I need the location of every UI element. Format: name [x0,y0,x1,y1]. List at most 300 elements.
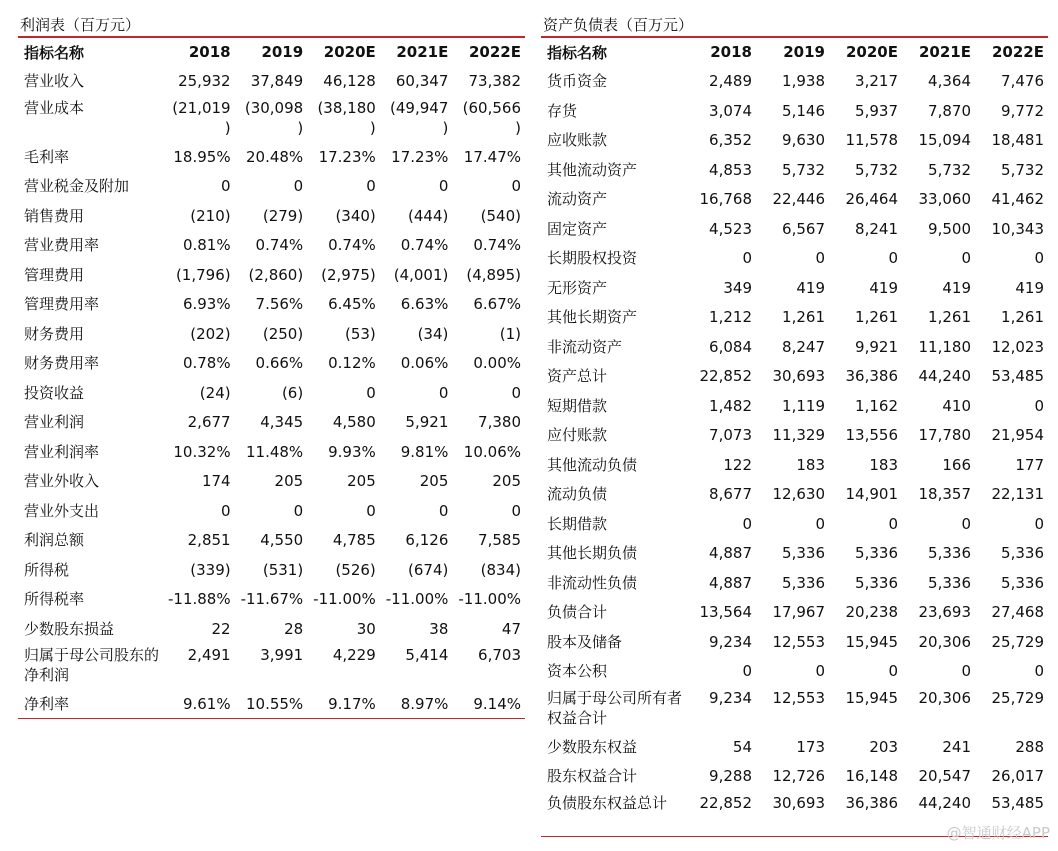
row-value: 166 [942,455,971,474]
row-value: 0 [293,177,304,195]
row-label: 非流动性负债 [547,573,638,592]
row-value: 4,580 [332,413,376,431]
row-value: 9,500 [928,219,971,238]
row-value: 419 [796,278,825,297]
row-value: 41,462 [991,190,1044,208]
table-row [18,689,525,719]
row-label: 所得税率 [24,590,85,608]
row-label: 毛利率 [24,147,70,166]
row-value: 0.74% [255,236,304,254]
row-value: 5,336 [855,544,898,562]
table-row [18,230,525,260]
income-statement-header [18,37,525,66]
row-value: 7,585 [478,531,521,549]
row-value: 4,785 [332,531,376,549]
row-value: (339) [190,560,231,579]
balance-sheet-panel [541,14,1048,837]
row-value: 6.93% [182,295,231,313]
row-label: 固定资产 [547,219,608,238]
row-label: 其他流动资产 [547,160,638,179]
table-row [18,96,525,142]
row-value: (444) [408,206,449,225]
row-value: 5,336 [782,544,825,562]
row-value: 53,485 [991,367,1044,385]
row-value: 5,414 [405,646,449,664]
row-value: 5,732 [1001,160,1044,179]
row-value: 174 [201,472,231,490]
row-value: 12,726 [772,767,825,785]
row-value: (53) [344,324,376,343]
row-value: 0 [221,501,231,520]
row-value: 0 [961,662,971,680]
row-value: 1,938 [782,72,825,90]
table-row [541,656,1048,686]
row-value: 8.97% [400,695,449,713]
row-value: 9,288 [709,767,752,785]
row-value: (38,180 ) [317,98,376,137]
row-label: 财务费用 [24,324,85,343]
income-statement-table [18,36,525,719]
table-row [541,332,1048,362]
row-label: 无形资产 [547,278,608,297]
table-row [18,201,525,231]
table-row [18,466,525,496]
table-row [541,450,1048,480]
table-row [541,538,1048,568]
row-value: 44,240 [918,793,971,812]
row-value: 20.48% [245,147,304,166]
table-row [541,273,1048,303]
row-value: 6.63% [400,295,449,313]
row-label: 管理费用 [24,265,85,284]
row-label: 营业收入 [24,72,85,90]
row-value: 205 [492,472,521,490]
row-value: 9.61% [182,695,231,713]
table-row [18,496,525,526]
row-value: 0.81% [182,236,231,254]
row-value: 47 [501,619,521,638]
row-value: 9,772 [1001,101,1044,120]
row-value: 9.81% [400,442,449,461]
row-value: 0 [742,662,752,680]
row-value: 4,345 [260,413,304,431]
row-value: (1) [499,324,521,343]
row-value: (250) [262,324,304,343]
row-value: 13,564 [699,603,752,621]
row-label: 营业外收入 [24,472,100,490]
row-label: 利润总额 [24,531,85,549]
row-value: (24) [199,383,231,402]
row-value: 5,336 [928,573,971,592]
row-value: 7,870 [928,101,971,120]
table-row [18,555,525,585]
row-value: 183 [869,455,898,474]
row-value: 0 [888,662,898,680]
row-value: 0 [438,177,449,195]
row-value: 0 [815,249,825,267]
row-value: 21,954 [991,426,1044,444]
row-value: 6.45% [328,295,376,313]
row-value: -11.67% [240,590,304,608]
income-statement-body [18,66,525,719]
header-year-col: 2022E [992,43,1044,61]
row-value: 20,306 [918,688,971,707]
row-value: 7,476 [1001,72,1044,90]
row-value: (2,975) [321,265,376,284]
row-value: 0 [511,383,521,402]
table-row [18,614,525,644]
table-row [541,214,1048,244]
row-value: 11,578 [845,131,898,149]
row-value: 410 [942,396,971,415]
row-value: 7.56% [255,295,304,313]
row-value: 2,491 [187,646,231,664]
row-value: 0.06% [400,354,449,372]
row-label: 其他流动负债 [547,455,638,474]
row-value: 30,693 [772,793,825,812]
header-name-col: 指标名称 [24,43,85,62]
row-value: 26,464 [845,190,898,208]
row-value: 60,347 [395,72,449,90]
row-label: 营业利润 [24,413,85,431]
row-label: 长期股权投资 [547,249,638,267]
row-value: 0 [366,501,376,520]
table-row [541,391,1048,421]
row-label: 资本公积 [547,662,608,680]
income-statement-title: 利润表（百万元） [20,16,141,34]
row-value: 241 [942,737,971,756]
row-value: 5,732 [928,160,971,179]
row-value: 1,261 [928,308,971,326]
table-row [541,597,1048,627]
row-value: 5,146 [782,101,825,120]
row-value: 20,306 [918,632,971,651]
row-value: 18,357 [918,485,971,503]
row-label: 流动负债 [547,485,608,503]
header-name-col: 指标名称 [547,43,608,62]
header-year-col: 2018 [188,43,231,61]
row-value: 0.78% [182,354,231,372]
row-label: 其他长期资产 [547,308,638,326]
row-value: 15,945 [845,632,898,651]
row-value: 6,567 [782,219,825,238]
row-value: 30,693 [772,367,825,385]
row-value: 12,023 [991,337,1044,356]
row-label: 其他长期负债 [547,544,638,562]
row-value: 28 [284,619,304,638]
row-label: 少数股东权益 [547,737,638,756]
table-row [541,184,1048,214]
row-value: 0 [888,514,898,533]
row-value: 419 [869,278,898,297]
row-value: 0 [366,177,376,195]
table-row [18,437,525,467]
row-value: (202) [190,324,231,343]
row-label: 财务费用率 [24,354,100,372]
row-value: 11,329 [772,426,825,444]
row-value: 6,703 [478,646,521,664]
row-value: 5,732 [782,160,825,179]
row-value: 17.47% [463,147,521,166]
row-label: 股本及储备 [547,632,623,651]
table-row [541,509,1048,539]
row-value: 25,729 [991,632,1044,651]
row-value: 25,729 [991,688,1044,707]
row-value: 12,553 [772,632,825,651]
row-value: 0 [815,514,825,533]
table-row [541,686,1048,732]
row-value: (540) [480,206,521,225]
row-value: (210) [190,206,231,225]
row-label: 负债合计 [547,603,608,621]
table-row [18,643,525,689]
row-value: 173 [796,737,825,756]
row-value: 0 [961,249,971,267]
row-value: (834) [480,560,521,579]
row-label: 负债股东权益总计 [547,793,668,812]
row-value: 17,780 [918,426,971,444]
row-value: (4,895) [466,265,521,284]
row-label: 短期借款 [547,396,608,415]
row-value: 0 [1034,249,1044,267]
row-value: (531) [262,560,304,579]
balance-sheet-header [541,37,1048,66]
header-year-col: 2019 [261,43,304,61]
row-value: 10.06% [463,442,521,461]
row-value: (674) [408,560,449,579]
balance-sheet-title: 资产负债表（百万元） [543,16,694,34]
row-value: 419 [1015,278,1044,297]
row-value: 0 [1034,662,1044,680]
row-value: 8,241 [855,219,898,238]
row-value: 5,336 [782,573,825,592]
row-value: 9.14% [473,695,521,713]
balance-sheet-body [541,66,1048,837]
balance-sheet-table [541,36,1048,837]
row-value: 33,060 [918,190,971,208]
table-row [541,732,1048,762]
row-label: 净利率 [24,695,70,713]
row-value: 5,336 [928,544,971,562]
row-value: 12,630 [772,485,825,503]
header-year-col: 2018 [710,43,752,61]
row-label: 股东权益合计 [547,767,638,785]
row-value: 17.23% [391,147,449,166]
row-value: -11.00% [313,590,376,608]
row-value: 22 [211,619,231,638]
header-year-col: 2020E [846,43,898,61]
row-value: 54 [732,737,752,756]
row-value: 22,852 [699,793,752,812]
row-value: 22,852 [699,367,752,385]
row-value: 0 [366,383,376,402]
row-value: 122 [723,455,752,474]
row-value: 9.17% [328,695,376,713]
row-value: (30,098 ) [244,98,304,137]
row-value: 6,352 [709,131,752,149]
header-year-col: 2022E [469,43,521,61]
row-value: 25,932 [178,72,231,90]
row-value: 27,468 [991,603,1044,621]
row-value: 2,677 [187,413,231,431]
table-row [541,96,1048,126]
row-value: 8,247 [782,337,825,356]
row-label: 长期借款 [547,514,608,533]
row-value: 1,482 [709,396,752,415]
row-value: 183 [796,455,825,474]
row-value: 9.93% [328,442,376,461]
row-value: 18.95% [173,147,231,166]
row-value: 46,128 [323,72,376,90]
row-value: 1,212 [709,308,752,326]
row-value: (279) [262,206,304,225]
row-label: 存货 [547,101,578,120]
row-value: 0.66% [255,354,304,372]
row-value: 26,017 [991,767,1044,785]
row-label: 营业成本 [24,98,85,117]
row-value: 6,084 [709,337,752,356]
row-value: 22,131 [991,485,1044,503]
row-value: 0 [815,662,825,680]
table-row [541,302,1048,332]
row-value: 0 [293,501,304,520]
row-value: 14,901 [845,485,898,503]
row-value: 0 [888,249,898,267]
row-value: 1,261 [782,308,825,326]
row-value: 4,853 [709,160,752,179]
table-row [18,348,525,378]
row-label: 归属于母公司所有者权益合计 [547,688,683,727]
row-label: 投资收益 [24,383,85,402]
row-value: 20,547 [918,767,971,785]
row-value: (49,947 ) [390,98,449,137]
row-value: 5,921 [405,413,449,431]
row-label: 所得税 [24,560,70,579]
row-value: (34) [417,324,449,343]
row-value: 53,485 [991,793,1044,812]
row-value: 5,732 [855,160,898,179]
row-value: 205 [347,472,376,490]
row-value: 5,336 [1001,573,1044,592]
row-value: 37,849 [250,72,304,90]
row-label: 管理费用率 [24,295,100,313]
row-value: 4,364 [928,72,971,90]
row-value: 44,240 [918,367,971,385]
table-row [541,761,1048,791]
table-row [18,319,525,349]
row-value: (2,860) [248,265,304,284]
row-value: 16,148 [845,767,898,785]
row-value: 0 [742,249,752,267]
row-value: (4,001) [393,265,449,284]
row-value: 205 [419,472,449,490]
row-value: 0 [742,514,752,533]
row-label: 营业费用率 [24,236,100,254]
row-label: 销售费用 [24,206,85,225]
table-row [18,525,525,555]
row-label: 应付账款 [547,426,608,444]
row-label: 货币资金 [547,72,608,90]
row-value: 73,382 [468,72,521,90]
row-value: 6,126 [405,531,449,549]
row-value: 0.74% [400,236,449,254]
row-value: 22,446 [772,190,825,208]
row-value: 419 [942,278,971,297]
table-row [541,420,1048,450]
row-value: 4,887 [709,544,752,562]
table-row [541,361,1048,391]
row-value: 16,768 [699,190,752,208]
row-value: 11,180 [918,337,971,356]
row-value: (526) [335,560,376,579]
row-value: 0.74% [473,236,521,254]
row-value: (21,019 ) [172,98,231,137]
row-label: 少数股东损益 [24,619,115,638]
row-value: 5,937 [855,101,898,120]
row-value: 4,523 [709,219,752,238]
income-statement-panel [18,14,525,719]
row-value: 349 [723,278,752,297]
row-value: 9,630 [782,131,825,149]
row-value: 0 [511,177,521,195]
row-value: 17.23% [318,147,376,166]
row-label: 营业外支出 [24,501,100,520]
row-value: 3,074 [709,101,752,120]
row-value: 38 [429,619,449,638]
table-row [18,142,525,172]
row-value: 7,380 [478,413,521,431]
row-value: -11.00% [458,590,521,608]
row-value: 9,921 [855,337,898,356]
row-value: 10.55% [245,695,304,713]
table-row [18,66,525,96]
row-value: 2,489 [709,72,752,90]
table-row [18,378,525,408]
row-value: 9,234 [709,688,752,707]
table-row [541,125,1048,155]
row-value: 1,261 [1001,308,1044,326]
row-value: -11.88% [167,590,231,608]
row-value: 205 [274,472,304,490]
row-value: 17,967 [772,603,825,621]
row-value: 3,217 [855,72,898,90]
row-value: 0 [221,177,231,195]
row-value: 0 [1034,514,1044,533]
row-value: (6) [281,383,304,402]
row-value: -11.00% [385,590,449,608]
row-value: 2,851 [187,531,231,549]
row-label: 营业税金及附加 [24,177,130,195]
row-value: 0 [511,501,521,520]
row-value: 30 [356,619,376,638]
row-value: 0 [438,501,449,520]
row-value: 15,094 [918,131,971,149]
row-value: 7,073 [709,426,752,444]
row-value: 203 [869,737,898,756]
row-value: 1,119 [782,396,825,415]
row-label: 流动资产 [547,190,608,208]
row-value: 3,991 [260,646,304,664]
row-value: 36,386 [845,367,898,385]
row-value: 5,336 [1001,544,1044,562]
table-row [18,584,525,614]
row-value: 5,336 [855,573,898,592]
row-label: 非流动资产 [547,337,623,356]
row-value: 0 [961,514,971,533]
table-row [541,155,1048,185]
row-value: 1,162 [855,396,898,415]
table-row [18,407,525,437]
